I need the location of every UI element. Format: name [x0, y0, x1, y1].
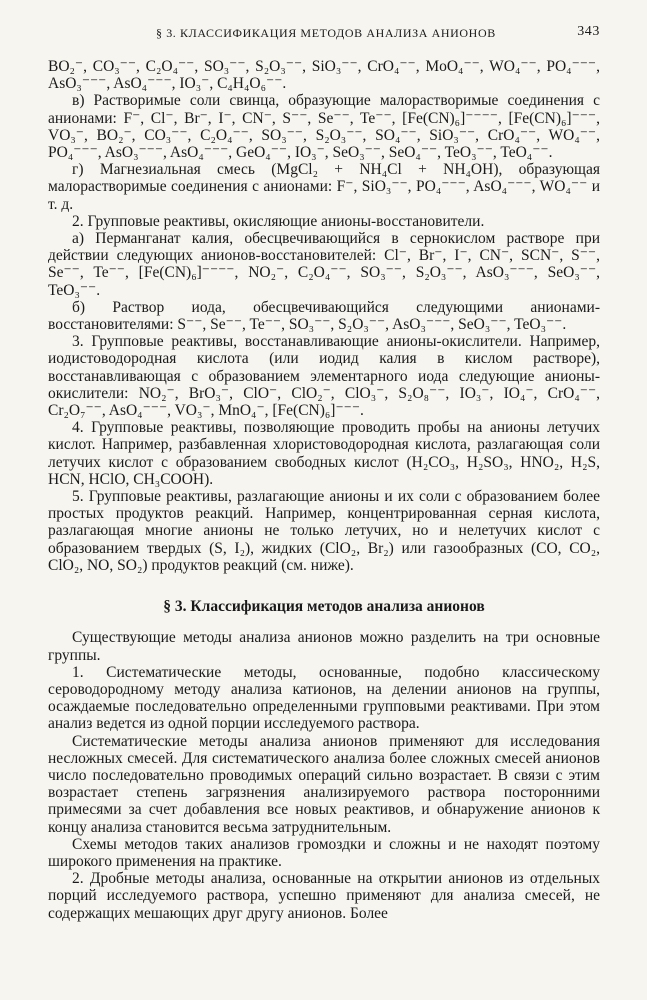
paragraph: б) Раствор иода, обесцвечивающийся следующими анионами-восстановителями: S⁻⁻, Se⁻⁻, Te⁻⁻, SO₃⁻⁻, S₂O₃⁻⁻, AsO₃⁻⁻⁻, SeO₃⁻⁻, TeO₃⁻⁻. — [48, 298, 600, 334]
paragraph: а) Перманганат калия, обесцвечивающийся в сернокислом растворе при действии следующих анионов-восстановителей: Cl⁻, Br⁻, I⁻, CN⁻, SCN⁻, S⁻⁻, Se⁻⁻, Te⁻⁻, [Fe(CN)₆]⁻⁻⁻⁻, NO₂⁻, C₂O₄⁻⁻, SO₃⁻⁻, S₂O₃⁻⁻, AsO₃⁻⁻⁻, SeO₃⁻⁻, TeO₃⁻⁻. — [48, 230, 600, 299]
paragraph: 4. Групповые реактивы, позволяющие проводить пробы на анионы летучих кислот. Например, разбавленная хлористоводородная кислота, разлагающая соли летучих кислот с образованием свободных кислот (H₂CO₃, H₂SO₃, HNO₂, H₂S, HCN, HClO, CH₃COOH). — [48, 419, 600, 488]
paragraph: г) Магнезиальная смесь (MgCl₂ + NH₄Cl + NH₄OH), образующая малорастворимые соединения с анионами: F⁻, SiO₃⁻⁻, PO₄⁻⁻⁻, AsO₄⁻⁻⁻, WO₄⁻⁻ и т. д. — [48, 161, 600, 213]
page-number: 343 — [577, 24, 600, 39]
paragraph: Схемы методов таких анализов громоздки и сложны и не находят поэтому широкого применения на практике. — [48, 835, 600, 870]
paragraph: 2. Групповые реактивы, окисляющие анионы-восстановители. — [72, 212, 485, 230]
running-header — [48, 22, 600, 44]
page-body — [48, 58, 600, 922]
section-heading: § 3. Классификация методов анализа анионов — [163, 598, 485, 616]
running-title: § 3. КЛАССИФИКАЦИЯ МЕТОДОВ АНАЛИЗА АНИОНОВ — [156, 26, 496, 40]
paragraph: BO₂⁻, CO₃⁻⁻, C₂O₄⁻⁻, SO₃⁻⁻, S₂O₃⁻⁻, SiO₃⁻⁻, CrO₄⁻⁻, MoO₄⁻⁻, WO₄⁻⁻, PO₄⁻⁻⁻, AsO₃⁻⁻⁻, AsO₄⁻⁻⁻, IO₃⁻, C₄H₄O₆⁻⁻. — [48, 58, 600, 93]
paragraph: Систематические методы анализа анионов применяют для исследования несложных смесей. Для систематического анализа более сложных смесей анионов число последовательно проводимых операций сильно возрастает. В связи с этим возрастает степень загрязнения анализируемого раствора посторонними примесями за счет добавления все новых реактивов, и обнаружение анионов к концу анализа становится весьма затруднительным. — [48, 732, 600, 836]
paragraph: Существующие методы анализа анионов можно разделить на три основные группы. — [48, 629, 600, 664]
paragraph: 1. Систематические методы, основанные, подобно классическому сероводородному методу анализа катионов, на делении анионов на группы, осаждаемые последовательно определенными групповыми реактивами. При этом анализ ведется из одной порции исследуемого раствора. — [48, 663, 600, 733]
paragraph: в) Растворимые соли свинца, образующие малорастворимые соединения с анионами: F⁻, Cl⁻, Br⁻, I⁻, CN⁻, S⁻⁻, Se⁻⁻, Te⁻⁻, [Fe(CN)₆]⁻⁻⁻⁻, [Fe(CN)₆]⁻⁻⁻, VO₃⁻, BO₂⁻, CO₃⁻⁻, C₂O₄⁻⁻, SO₃⁻⁻, S₂O₃⁻⁻, SO₄⁻⁻, SiO₃⁻⁻, CrO₄⁻⁻, WO₄⁻⁻, PO₄⁻⁻⁻, AsO₃⁻⁻⁻, AsO₄⁻⁻⁻, GeO₄⁻⁻, IO₃⁻, SeO₃⁻⁻, SeO₄⁻⁻, TeO₃⁻⁻, TeO₄⁻⁻. — [48, 92, 600, 162]
paragraph: 5. Групповые реактивы, разлагающие анионы и их соли с образованием более простых продуктов реакций. Например, концентрированная серная кислота, разлагающая многие анионы не только летучих, но и нелетучих кислот с образованием твердых (S, I₂), жидких (ClO₂, Br₂) или газообразных (CO, CO₂, ClO₂, NO, SO₂) продуктов реакций (см. ниже). — [48, 488, 600, 574]
paragraph: 2. Дробные методы анализа, основанные на открытии анионов из отдельных порций исследуемого раствора, успешно применяют для анализа смесей, не содержащих мешающих друг другу анионов. Более — [48, 870, 600, 922]
paragraph: 3. Групповые реактивы, восстанавливающие анионы-окислители. Например, иодистоводородная кислота (или иодид калия в кислом растворе), восстанавливающая с образованием элементарного иода следующие анионы-окислители: NO₂⁻, BrO₃⁻, ClO⁻, ClO₂⁻, ClO₃⁻, S₂O₈⁻⁻, IO₃⁻, IO₄⁻, CrO₄⁻⁻, Cr₂O₇⁻⁻, AsO₄⁻⁻⁻, VO₃⁻, MnO₄⁻, [Fe(CN)₆]⁻⁻⁻. — [48, 333, 600, 420]
